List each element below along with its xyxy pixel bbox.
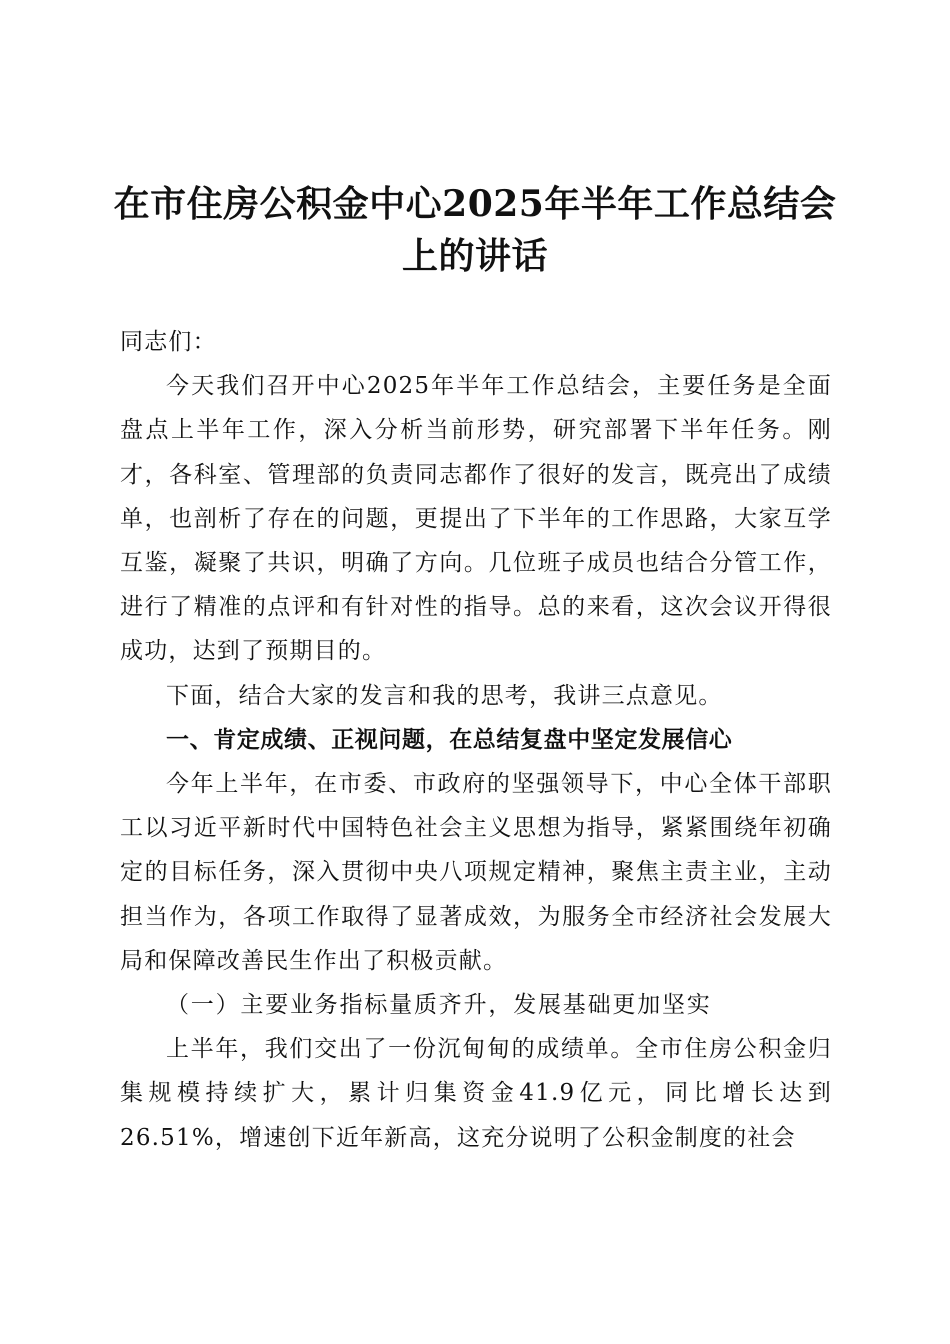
- subsection-heading-1: （一）主要业务指标量质齐升，发展基础更加坚实: [166, 992, 712, 1019]
- paragraph-opening: 今天我们召开中心2025年半年工作总结会，主要任务是全面盘点上半年工作，深入分析当前形势，研究部署下半年任务。刚才，各科室、管理部的负责同志都作了很好的发言，既亮出了成绩单，也剖析了存在的问题，更提出了下半年的工作思路，大家互学互鉴，凝聚了共识，明确了方向。几位班子成员也结合分管工作，进行了精准的点评和有针对性的指导。总的来看，这次会议开得很成功，达到了预期目的。: [120, 373, 832, 665]
- salutation: 同志们：: [120, 329, 217, 355]
- section-1-paragraph: 今年上半年，在市委、市政府的坚强领导下，中心全体干部职工以习近平新时代中国特色社会主义思想为指导，紧紧围绕年初确定的目标任务，深入贯彻中央八项规定精神，聚焦主责主业，主动担当作为，各项工作取得了显著成效，为服务全市经济社会发展大局和保障改善民生作出了积极贡献。: [120, 771, 832, 974]
- paragraph-intro: 下面，结合大家的发言和我的思考，我讲三点意见。: [166, 682, 723, 709]
- document-body: [120, 320, 832, 1160]
- section-heading-1: 一、肯定成绩、正视问题，在总结复盘中坚定发展信心: [166, 726, 733, 753]
- document-title: 在市住房公积金中心2025年半年工作总结会上的讲话: [113, 183, 837, 277]
- subsection-1-paragraph: 上半年，我们交出了一份沉甸甸的成绩单。全市住房公积金归集规模持续扩大，累计归集资金41.9亿元，同比增长达到26.51%，增速创下近年新高，这充分说明了公积金制度的社会: [120, 1036, 832, 1151]
